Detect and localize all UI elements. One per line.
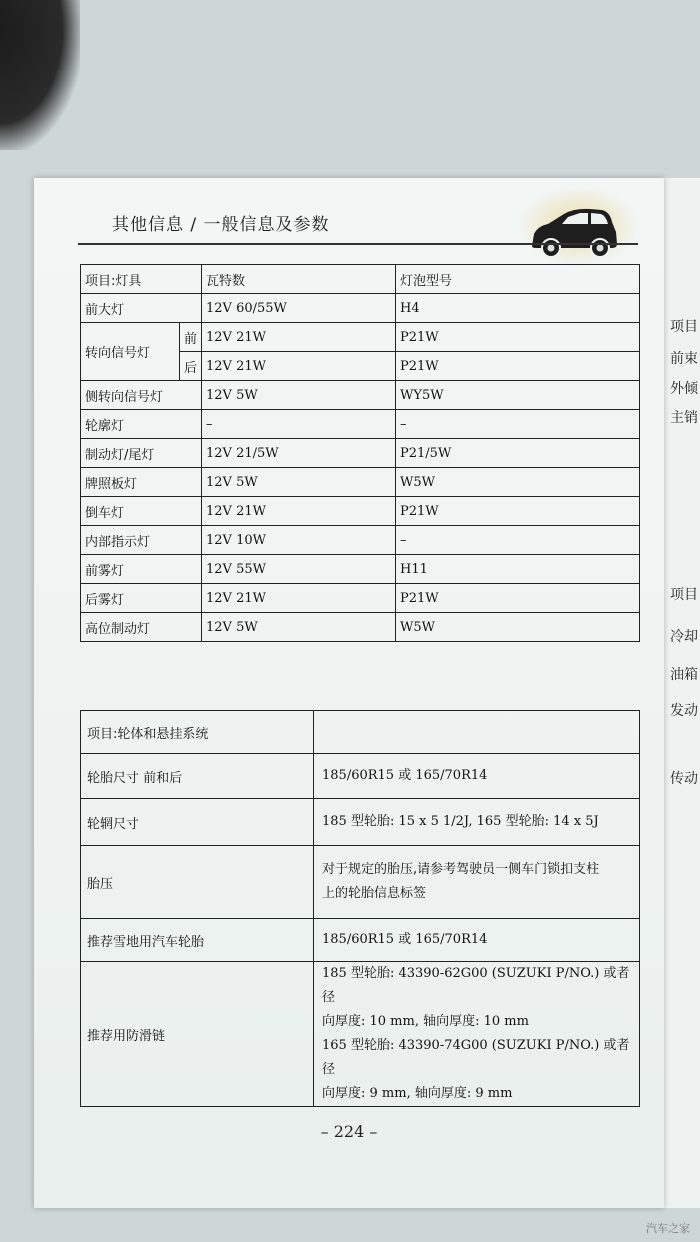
lamp-wattage: 12V 5W bbox=[202, 381, 396, 410]
table-row bbox=[81, 555, 640, 584]
table-row bbox=[81, 323, 640, 352]
table-row bbox=[81, 799, 640, 846]
spec-name: 推荐用防滑链 bbox=[81, 962, 314, 1107]
car-icon bbox=[524, 196, 624, 266]
right-page-text: 项目 bbox=[670, 587, 698, 603]
page-number: – 224 – bbox=[320, 1122, 378, 1141]
lamp-bulb: – bbox=[396, 410, 640, 439]
spec-line: 185/60R15 或 165/70R14 bbox=[322, 932, 488, 947]
lamp-wattage: 12V 5W bbox=[202, 468, 396, 497]
right-page-text: 项目 bbox=[670, 319, 698, 335]
lamp-bulb: W5W bbox=[396, 468, 640, 497]
table-row bbox=[81, 410, 640, 439]
section-title: 其他信息 / 一般信息及参数 bbox=[112, 215, 330, 235]
spec-name: 轮辋尺寸 bbox=[81, 799, 314, 846]
table-row bbox=[81, 584, 640, 613]
lamp-name: 轮廓灯 bbox=[81, 410, 202, 439]
spec-value bbox=[314, 754, 640, 799]
lamp-wattage: 12V 21W bbox=[202, 584, 396, 613]
lamp-name: 内部指示灯 bbox=[81, 526, 202, 555]
table-row bbox=[81, 526, 640, 555]
table-row bbox=[81, 613, 640, 642]
spec-line: 上的轮胎信息标签 bbox=[322, 886, 427, 901]
right-page-text: 发动 bbox=[670, 703, 698, 719]
background-shadow bbox=[0, 0, 80, 150]
lamp-wattage: 12V 10W bbox=[202, 526, 396, 555]
lamp-name: 制动灯/尾灯 bbox=[81, 439, 202, 468]
table-row bbox=[81, 468, 640, 497]
spec-name: 推荐雪地用汽车轮胎 bbox=[81, 919, 314, 962]
lamp-bulb: H4 bbox=[396, 294, 640, 323]
lamp-wattage: 12V 21W bbox=[202, 352, 396, 381]
spec-line: 向厚度: 10 mm, 轴向厚度: 10 mm bbox=[322, 1014, 529, 1029]
spec-line: 185 型轮胎: 15 x 5 1/2J, 165 型轮胎: 14 x 5J bbox=[322, 814, 599, 829]
lamp-wattage: – bbox=[202, 410, 396, 439]
lamp-wattage: 12V 5W bbox=[202, 613, 396, 642]
right-page-text: 外倾 bbox=[670, 381, 698, 397]
lamp-name: 前大灯 bbox=[81, 294, 202, 323]
lamp-wattage: 12V 21/5W bbox=[202, 439, 396, 468]
spec-value bbox=[314, 799, 640, 846]
header-divider bbox=[78, 243, 638, 245]
empty-cell bbox=[314, 711, 640, 754]
lamp-bulb: P21/5W bbox=[396, 439, 640, 468]
right-page-text: 前束 bbox=[670, 351, 698, 367]
table-row bbox=[81, 919, 640, 962]
spec-name: 胎压 bbox=[81, 846, 314, 919]
column-header-item: 项目:轮体和悬挂系统 bbox=[81, 711, 314, 754]
lamp-name: 后雾灯 bbox=[81, 584, 202, 613]
watermark: 汽车之家 bbox=[646, 1222, 690, 1235]
spec-value bbox=[314, 919, 640, 962]
spec-line: 185 型轮胎: 43390-62G00 (SUZUKI P/NO.) 或者径 bbox=[322, 966, 630, 1005]
table-row bbox=[81, 294, 640, 323]
spec-name: 轮胎尺寸 前和后 bbox=[81, 754, 314, 799]
lamp-bulb: P21W bbox=[396, 497, 640, 526]
table-row bbox=[81, 962, 640, 1107]
lamp-name: 牌照板灯 bbox=[81, 468, 202, 497]
spec-value bbox=[314, 846, 640, 919]
wheels-suspension-table bbox=[80, 710, 640, 1107]
lamp-name: 转向信号灯 bbox=[81, 323, 180, 381]
column-header-wattage: 瓦特数 bbox=[202, 265, 396, 294]
lamp-wattage: 12V 21W bbox=[202, 323, 396, 352]
right-page-text: 传动 bbox=[670, 771, 698, 787]
lamp-bulb: P21W bbox=[396, 352, 640, 381]
lamp-wattage: 12V 21W bbox=[202, 497, 396, 526]
manual-page bbox=[34, 178, 664, 1208]
lamp-wattage: 12V 55W bbox=[202, 555, 396, 584]
table-row bbox=[81, 439, 640, 468]
table-header-row bbox=[81, 711, 640, 754]
lamp-name: 倒车灯 bbox=[81, 497, 202, 526]
spec-line: 向厚度: 9 mm, 轴向厚度: 9 mm bbox=[322, 1086, 513, 1101]
spec-line: 对于规定的胎压,请参考驾驶员一侧车门锁扣支柱 bbox=[322, 862, 600, 877]
spec-line: 185/60R15 或 165/70R14 bbox=[322, 768, 488, 783]
right-page-text: 主销 bbox=[670, 410, 698, 426]
spec-line: 165 型轮胎: 43390-74G00 (SUZUKI P/NO.) 或者径 bbox=[322, 1038, 630, 1077]
lamp-name: 侧转向信号灯 bbox=[81, 381, 202, 410]
table-row bbox=[81, 381, 640, 410]
lamp-name: 高位制动灯 bbox=[81, 613, 202, 642]
spec-value bbox=[314, 962, 640, 1107]
column-header-bulb: 灯泡型号 bbox=[396, 265, 640, 294]
lamps-table bbox=[80, 264, 640, 642]
table-row bbox=[81, 754, 640, 799]
lamp-bulb: WY5W bbox=[396, 381, 640, 410]
column-header-item: 项目:灯具 bbox=[81, 265, 202, 294]
right-page-text: 油箱 bbox=[670, 667, 698, 683]
lamp-wattage: 12V 60/55W bbox=[202, 294, 396, 323]
lamp-name: 前雾灯 bbox=[81, 555, 202, 584]
lamp-bulb: – bbox=[396, 526, 640, 555]
lamp-position: 前 bbox=[180, 323, 202, 352]
right-page-text: 冷却 bbox=[670, 629, 698, 645]
lamp-bulb: P21W bbox=[396, 584, 640, 613]
lamp-position: 后 bbox=[180, 352, 202, 381]
lamp-bulb: H11 bbox=[396, 555, 640, 584]
lamp-bulb: W5W bbox=[396, 613, 640, 642]
table-row bbox=[81, 846, 640, 919]
table-row bbox=[81, 497, 640, 526]
lamp-bulb: P21W bbox=[396, 323, 640, 352]
table-header-row bbox=[81, 265, 640, 294]
